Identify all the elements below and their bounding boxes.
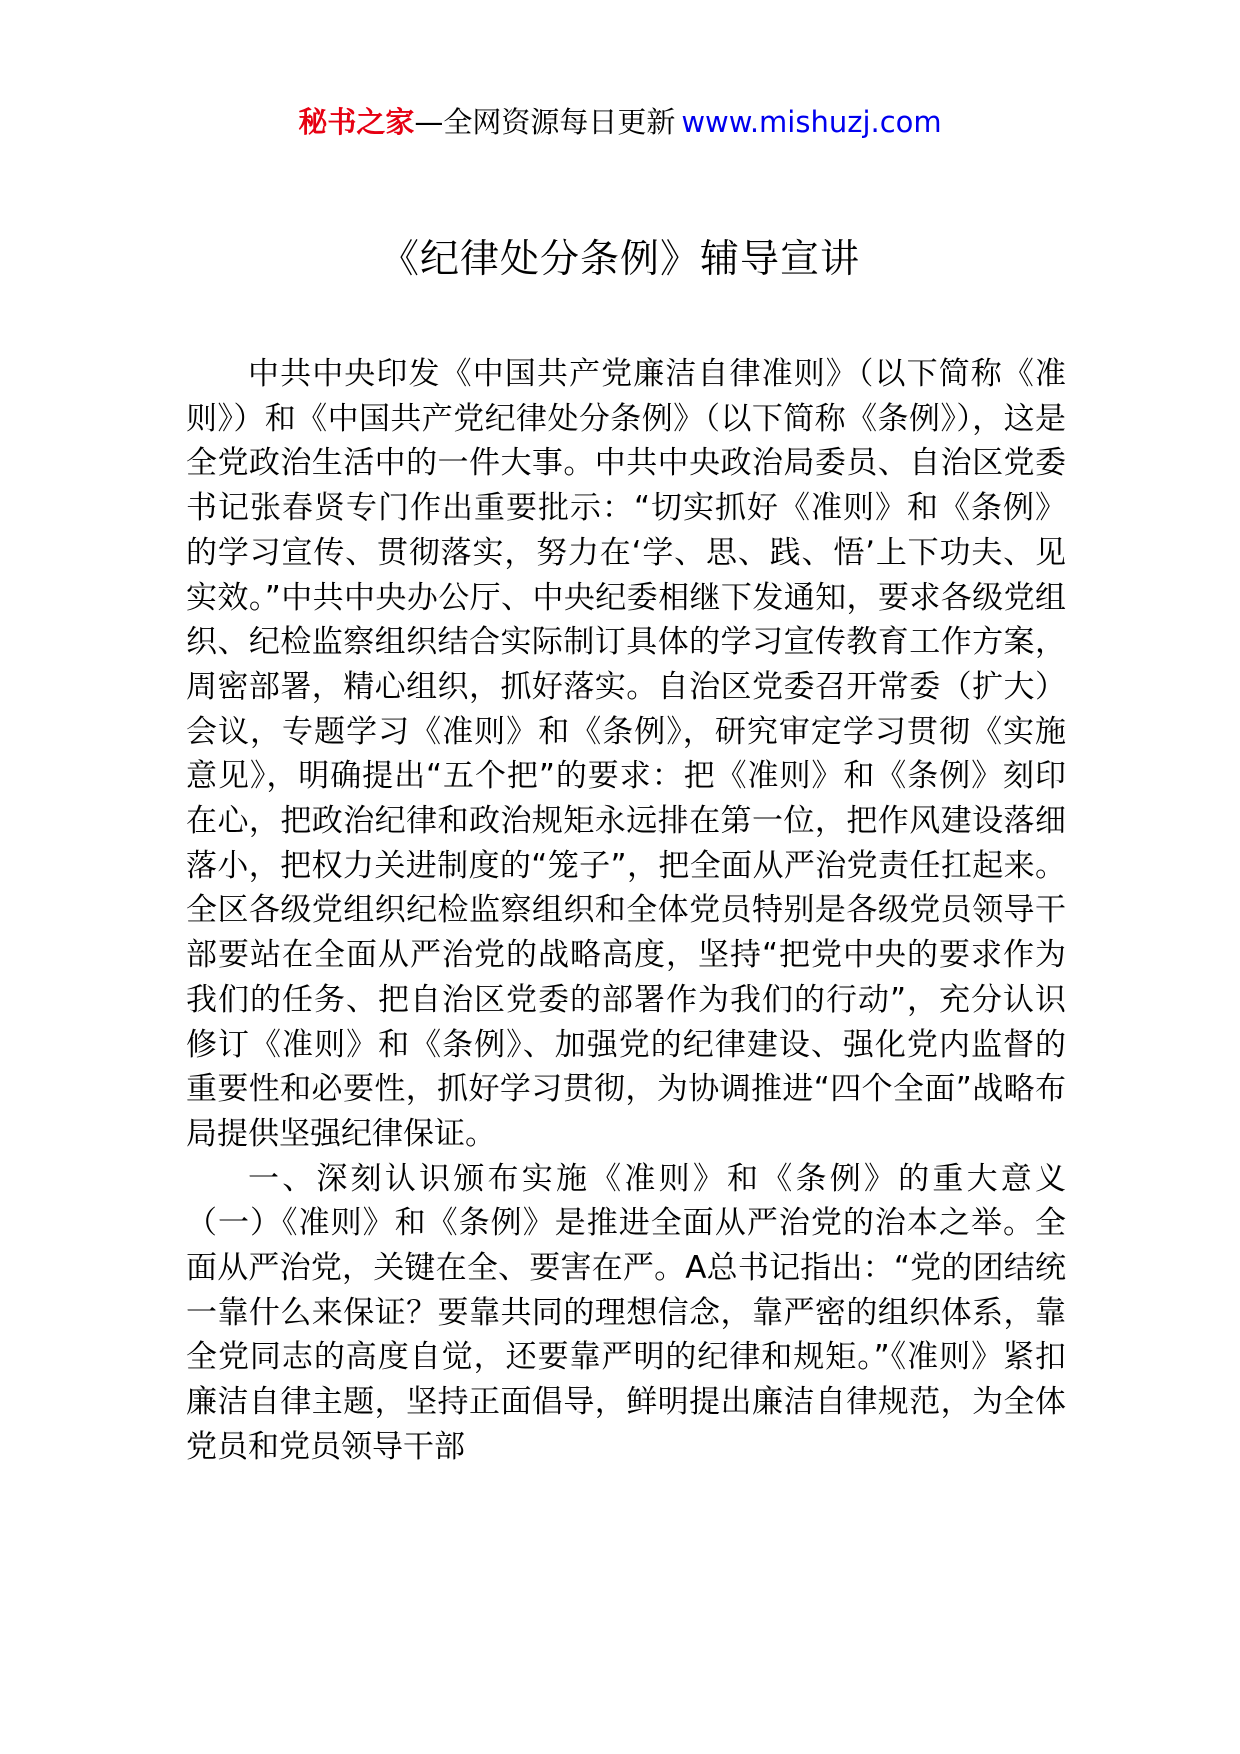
- paragraph-section-one: 一、深刻认识颁布实施《准则》和《条例》的重大意义（一）《准则》和《条例》是推进全面从严治党的治本之举。全面从严治党，关键在全、要害在严。A总书记指出：“党的团结统一靠什么来保证？要靠共同的理想信念，靠严密的组织体系，靠全党同志的高度自觉，还要靠严明的纪律和规矩。”《准则》紧扣廉洁自律主题，坚持正面倡导，鲜明提出廉洁自律规范，为全体党员和党员领导干部: [186, 1160, 1066, 1465]
- site-tagline: —全网资源每日更新: [414, 105, 676, 139]
- document-title: 《纪律处分条例》辅导宣讲: [379, 237, 860, 282]
- document-body: [186, 352, 1066, 1470]
- site-header: [0, 100, 1240, 144]
- paragraph-intro: 中共中央印发《中国共产党廉洁自律准则》（以下简称《准则》）和《中国共产党纪律处分条例》（以下简称《条例》），这是全党政治生活中的一件大事。中共中央政治局委员、自治区党委书记张春贤专门作出重要批示：“切实抓好《准则》和《条例》的学习宣传、贯彻落实，努力在‘学、思、践、悟’上下功夫、见实效。”中共中央办公厅、中央纪委相继下发通知，要求各级党组织、纪检监察组织结合实际制订具体的学习宣传教育工作方案，周密部署，精心组织，抓好落实。自治区党委召开常委（扩大）会议，专题学习《准则》和《条例》，研究审定学习贯彻《实施意见》，明确提出“五个把”的要求：把《准则》和《条例》刻印在心，把政治纪律和政治规矩永远排在第一位，把作风建设落细落小，把权力关进制度的“笼子”，把全面从严治党责任扛起来。全区各级党组织纪检监察组织和全体党员特别是各级党员领导干部要站在全面从严治党的战略高度，坚持“把党中央的要求作为我们的任务、把自治区党委的部署作为我们的行动”，充分认识修订《准则》和《条例》、加强党的纪律建设、强化党内监督的重要性和必要性，抓好学习贯彻，为协调推进“四个全面”战略布局提供坚强纪律保证。: [186, 356, 1066, 1152]
- site-brand: 秘书之家: [298, 105, 415, 139]
- site-url-link[interactable]: www.mishuzj.com: [681, 105, 942, 139]
